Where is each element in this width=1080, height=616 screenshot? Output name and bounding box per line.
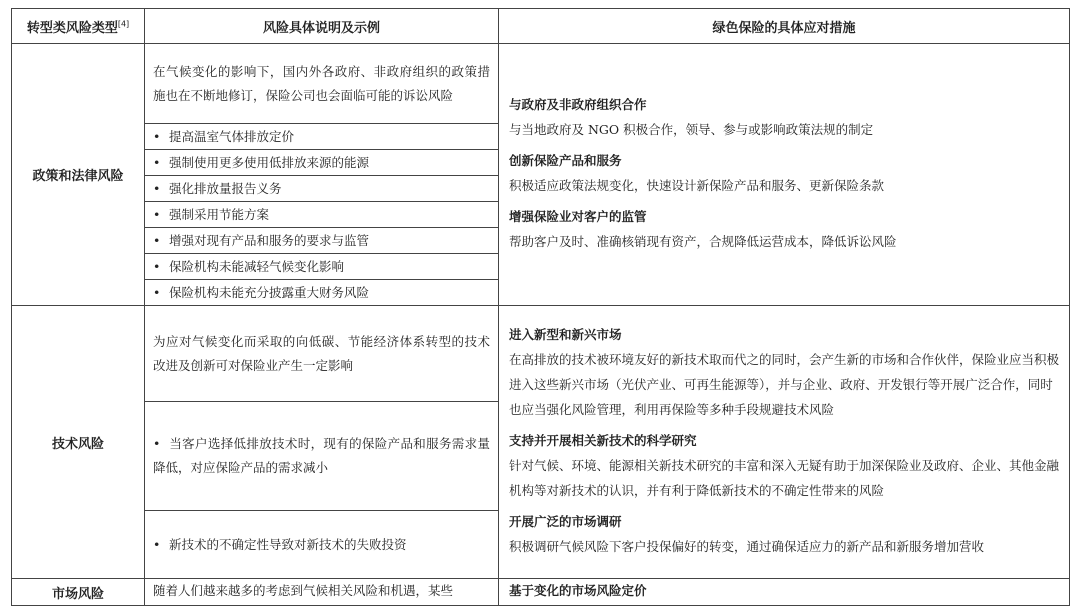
measure-text: 在高排放的技术被环境友好的新技术取而代之的同时，会产生新的市场和合作伙伴，保险业应当积极进入这些新兴市场（光伏产业、可再生能源等），并与企业、政府、开发银行等开展广泛合作，同时也应当强化风险管理，利用再保险等多种手段规避技术风险 (509, 351, 1060, 417)
measure-text: 针对气候、环境、能源相关新技术研究的丰富和深入无疑有助于加深保险业及政府、企业、其他金融机构等对新技术的认识，并有利于降低新技术的不确定性带来的风险 (509, 457, 1060, 498)
table-row (12, 44, 1070, 124)
measure-title: 创新保险产品和服务 (509, 152, 622, 168)
header-measures: 绿色保险的具体应对措施 (499, 9, 1070, 44)
category-policy: 政策和法律风险 (12, 44, 145, 306)
list-item: • 保险机构未能减轻气候变化影响 (145, 254, 499, 280)
measure-title: 进入新型和新兴市场 (509, 326, 622, 342)
measure-title: 增强保险业对客户的监管 (509, 208, 647, 224)
table-header-row (12, 9, 1070, 44)
measure-title: 开展广泛的市场调研 (509, 513, 622, 529)
market-measures: 基于变化的市场风险定价 (499, 579, 1070, 606)
table-row (12, 579, 1070, 606)
risk-table (11, 8, 1070, 606)
table-row (12, 306, 1070, 402)
header-risk-type: 转型类风险类型[4] (12, 9, 145, 44)
measure-text: 帮助客户及时、准确核销现有资产，合规降低运营成本，降低诉讼风险 (509, 233, 897, 249)
list-item: • 保险机构未能充分披露重大财务风险 (145, 280, 499, 306)
measure-text: 积极调研气候风险下客户投保偏好的转变，通过确保适应力的新产品和新服务增加营收 (509, 538, 985, 554)
header-description: 风险具体说明及示例 (145, 9, 499, 44)
list-item: • 强制采用节能方案 (145, 202, 499, 228)
measure-title: 支持并开展相关新技术的科学研究 (509, 432, 697, 448)
list-item: • 提高温室气体排放定价 (145, 124, 499, 150)
tech-item: 为应对气候变化而采取的向低碳、节能经济体系转型的技术改进及创新可对保险业产生一定影响 (145, 306, 499, 402)
tech-item: • 当客户选择低排放技术时，现有的保险产品和服务需求量降低，对应保险产品的需求减小 (145, 402, 499, 511)
tech-item: • 新技术的不确定性导致对新技术的失败投资 (145, 511, 499, 579)
list-item: • 强化排放量报告义务 (145, 176, 499, 202)
category-market: 市场风险 (12, 579, 145, 606)
measure-text: 积极适应政策法规变化，快速设计新保险产品和服务、更新保险条款 (509, 177, 885, 193)
list-item: • 强制使用更多使用低排放来源的能源 (145, 150, 499, 176)
category-tech: 技术风险 (12, 306, 145, 579)
tech-measures (499, 306, 1070, 579)
market-text: 随着人们越来越多的考虑到气候相关风险和机遇，某些 (145, 579, 499, 606)
policy-intro: 在气候变化的影响下，国内外各政府、非政府组织的政策措施也在不断地修订，保险公司也会面临可能的诉讼风险 (145, 44, 499, 124)
list-item: • 增强对现有产品和服务的要求与监管 (145, 228, 499, 254)
measure-title: 与政府及非政府组织合作 (509, 96, 647, 112)
policy-measures (499, 44, 1070, 306)
measure-text: 与当地政府及 NGO 积极合作，领导、参与或影响政策法规的制定 (509, 121, 874, 137)
